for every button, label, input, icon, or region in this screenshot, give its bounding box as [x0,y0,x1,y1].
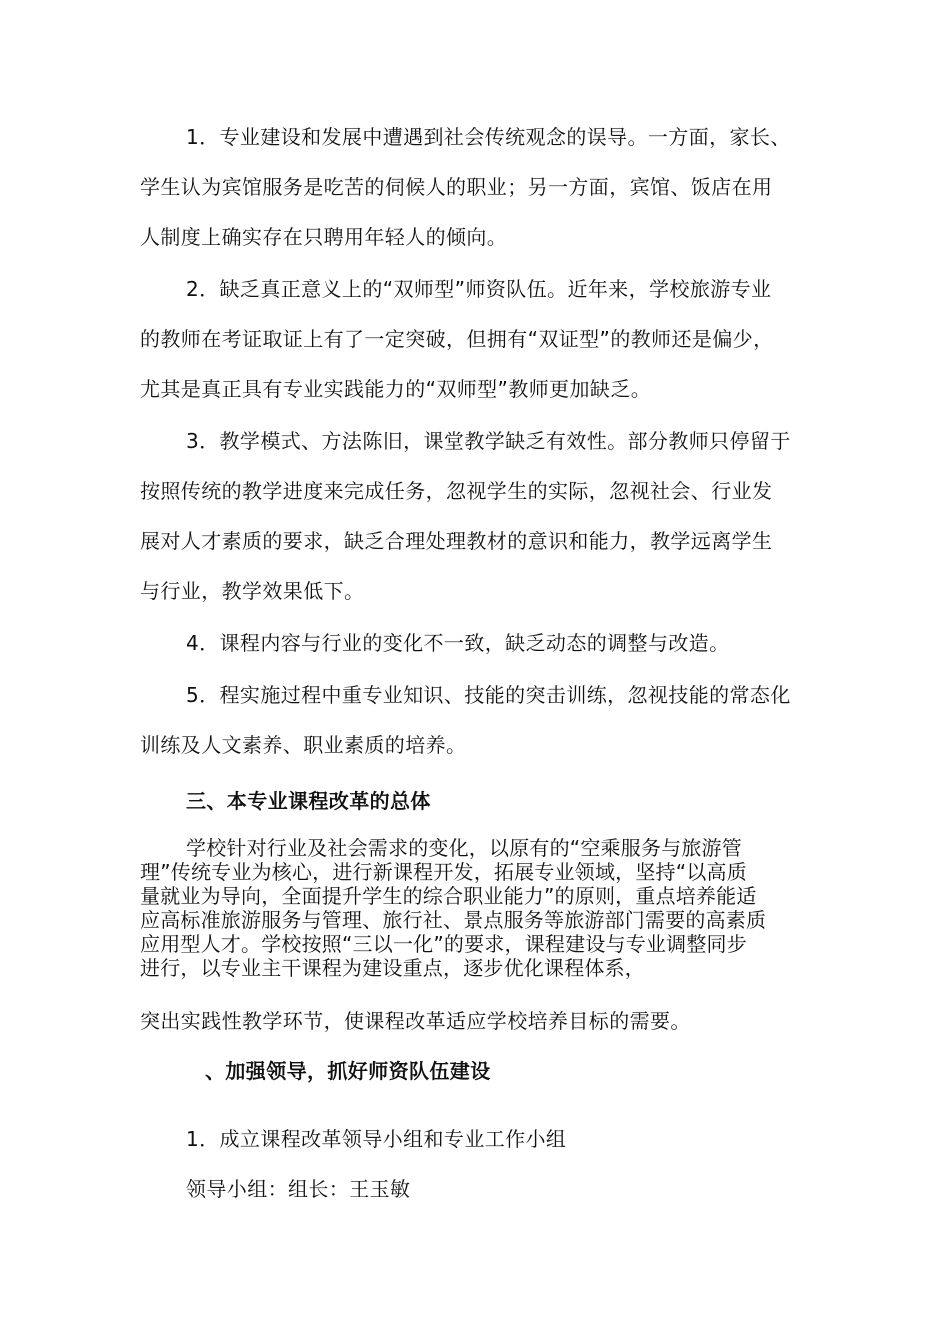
text-line: 进行，以专业主干课程为建设重点，逐步优化课程体系， [140,956,645,980]
list-item: 1．成立课程改革领导小组和专业工作小组 [186,1127,567,1151]
text-line: 4．课程内容与行业的变化不一致，缺乏动态的调整与改造。 [186,631,730,655]
text-line: 人制度上确实存在只聘用年轻人的倾向。 [140,225,508,249]
text-line: 5．程实施过程中重专业知识、技能的突击训练，忽视技能的常态化 [186,683,791,707]
text-line: 1．专业建设和发展中遭遇到社会传统观念的误导。一方面，家长、 [186,125,791,149]
text-line: 量就业为导向，全面提升学生的综合职业能力”的原则，重点培养能适 [140,884,757,908]
text-line: 与行业，教学效果低下。 [140,579,365,603]
text-line: 的教师在考证取证上有了一定突破，但拥有“双证型”的教师还是偏少， [140,327,774,351]
section-heading: 、加强领导，抓好师资队伍建设 [205,1059,491,1083]
text-line: 学生认为宾馆服务是吃苦的伺候人的职业；另一方面，宾馆、饭店在用 [140,175,773,199]
text-line: 3．教学模式、方法陈旧，课堂教学缺乏有效性。部分教师只停留于 [186,429,791,453]
text-line: 应高标准旅游服务与管理、旅行社、景点服务等旅游部门需要的高素质 [140,908,767,932]
text-line: 2．缺乏真正意义上的“双师型”师资队伍。近年来，学校旅游专业 [186,277,772,301]
leader-line: 领导小组：组长：王玉敏 [186,1177,411,1201]
text-line: 应用型人才。学校按照“三以一化”的要求，课程建设与专业调整同步 [140,932,747,956]
section-heading: 三、本专业课程改革的总体 [186,789,431,813]
text-line: 按照传统的教学进度来完成任务，忽视学生的实际，忽视社会、行业发 [140,479,773,503]
text-line: 学校针对行业及社会需求的变化，以原有的“空乘服务与旅游管 [186,836,742,860]
text-line: 尤其是真正具有专业实践能力的“双师型”教师更加缺乏。 [140,377,652,401]
text-line: 训练及人文素养、职业素质的培养。 [140,733,467,757]
text-line: 理”传统专业为核心，进行新课程开发，拓展专业领域，坚持“以高质 [140,860,747,884]
paragraph-closing-line: 突出实践性教学环节，使课程改革适应学校培养目标的需要。 [140,1009,691,1033]
text-line: 展对人才素质的要求，缺乏合理处理教材的意识和能力，教学远离学生 [140,529,773,553]
